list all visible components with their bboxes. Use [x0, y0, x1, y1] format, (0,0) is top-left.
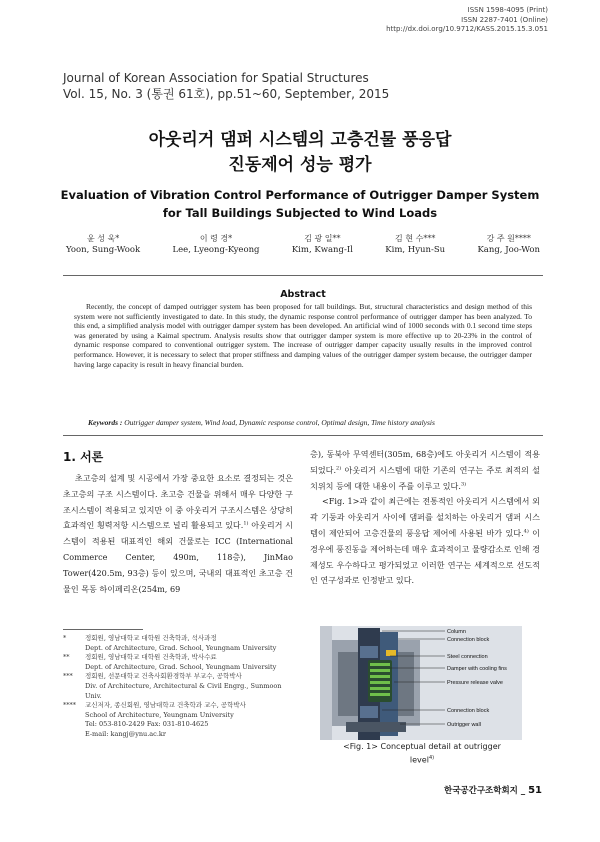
figure-label: Pressure release valve: [447, 680, 503, 686]
footnote-mark: ***: [63, 672, 73, 681]
figure-label: Steel connection: [447, 654, 488, 660]
body-text: 아웃리거 시스템에 대한 기존의 연구는 주로 최적의 설치위치 등에 대한 내용이 주를 이루고 있다.: [310, 464, 540, 491]
caption-line1: <Fig. 1> Conceptual detail at outrigger: [343, 742, 501, 751]
reference-mark: 4): [523, 528, 529, 535]
footnote-text: 정회원, 영남대학교 대학원 건축학과, 박사수료: [85, 653, 217, 662]
body-paragraph: [310, 447, 540, 494]
abstract-heading: Abstract: [280, 289, 326, 300]
caption-reference: 4): [428, 754, 435, 761]
title-english: [40, 186, 560, 222]
figure-outrigger-detail: [320, 626, 522, 740]
title-english-line1: Evaluation of Vibration Control Performance of Outrigger Damper System: [60, 188, 540, 202]
author-name-en: Yoon, Sung-Wook: [66, 245, 141, 255]
body-text: 아웃리거 시스템이 적용된 대표적인 해외 건물로는 ICC (International Commerce Center, 490m, 118층), JinMao Tower(420.5m, 93층) 등이 있으며, 국내의 대표적인 초고층 건물인 목동 하이페리온(254m, 69: [63, 520, 293, 594]
author-3: [292, 233, 353, 256]
figure-label: Connection block: [447, 708, 490, 714]
doi-link[interactable]: http://dx.doi.org/10.9712/KASS.2015.15.3.051: [386, 25, 548, 33]
body-text: 층), 동북아 무역센터(305m, 68층)에도 아웃리거 시스템이 적용되었다.: [310, 449, 540, 475]
page-number: 51: [528, 785, 542, 796]
author-5: [477, 233, 540, 256]
title-english-line2: for Tall Buildings Subjected to Wind Loads: [162, 206, 438, 220]
author-name-ko: 김 광 일**: [304, 234, 341, 243]
title-korean-line1: 아웃리거 댐퍼 시스템의 고층건물 풍응답: [148, 130, 452, 150]
footnote-mark: **: [63, 653, 70, 662]
author-name-ko: 김 현 수***: [395, 234, 436, 243]
issn-block: [308, 6, 548, 35]
journal-volume: Vol. 15, No. 3 (통권 61호), pp.51~60, September, 2015: [63, 86, 390, 101]
author-name-en: Kim, Hyun-Su: [385, 245, 446, 255]
reference-mark: 2): [336, 465, 342, 472]
keywords: [88, 418, 538, 427]
divider-bottom: [63, 435, 543, 436]
caption-line2: level: [409, 755, 429, 765]
body-column-right: [310, 447, 540, 589]
outrigger-detail-illustration: [320, 626, 522, 740]
body-paragraph: [63, 471, 293, 597]
abstract-text: Recently, the concept of damped outrigger system has been proposed for tall buildings. But, structural characteristics and design method of this system were not sufficiently investigated to date. In this study, the dynamic response control performance of outrigger damper has been analyzed. To this end, a simplified analysis model with outrigger damper system has been developed. An artificial wind of 1000 seconds with 0.1 second time steps was generated by using a Kaimal spectrum. Analysis results show that outrigger damper system is more effective up to 20-23% in the control of dynamic response compared to conventional outrigger system. The increase of outrigger damper capacity usually results in the improved control performance. However, it is necessary to select that proper stiffness and damping values of the outrigger damper system because, the outrigger damper having large capacity is result in heavy financial burden.: [74, 302, 532, 369]
footnote: [63, 672, 293, 701]
footnote-text: School of Architecture, Yeungnam University: [85, 710, 234, 719]
author-name-en: Kim, Kwang-Il: [291, 245, 353, 255]
issn-online: ISSN 2287-7401 (Online): [461, 15, 548, 24]
body-column-left: [63, 471, 293, 597]
author-list: [66, 233, 540, 256]
figure-label: Outrigger wall: [447, 722, 481, 728]
footnote-email: E-mail: kangj@ynu.ac.kr: [85, 729, 166, 738]
journal-header: [63, 71, 543, 102]
footnote-mark: *: [63, 634, 67, 642]
issn-print: ISSN 1598-4095 (Print): [467, 6, 548, 14]
page-footer: [444, 784, 542, 796]
footnote: [63, 701, 293, 739]
figure-label: Damper with cooling fins: [447, 666, 507, 672]
journal-name: Journal of Korean Association for Spatial Structures: [63, 71, 369, 85]
footnote-text: 정회원, 선문대학교 건축사회환경학부 부교수, 공학박사: [85, 672, 242, 681]
reference-mark: 3): [460, 480, 467, 487]
reference-mark: 1): [243, 520, 249, 527]
figure-label: Connection block: [447, 637, 490, 643]
keywords-text: Outrigger damper system, Wind load, Dynamic response control, Optimal design, Time history analysis: [124, 418, 435, 427]
body-paragraph: [310, 494, 540, 589]
author-name-ko: 강 주 원****: [486, 234, 531, 243]
keywords-label: Keywords :: [88, 418, 123, 427]
footer-separator: _: [520, 786, 529, 796]
footnote-mark: ****: [63, 701, 76, 710]
author-name-ko: 이 령 경*: [199, 234, 233, 243]
footnote-text: Dept. of Architecture, Grad. School, Yeungnam University: [85, 662, 277, 671]
author-name-en: Lee, Lyeong-Kyeong: [172, 245, 260, 255]
title-korean-line2: 진동제어 성능 평가: [228, 155, 372, 175]
footnote: [63, 634, 293, 653]
footnote-text: 교신저자, 종신회원, 영남대학교 건축학과 교수, 공학박사: [85, 701, 246, 710]
body-text: 초고층의 설계 및 시공에서 가장 중요한 요소로 결정되는 것은 초고층의 구조 시스템이다. 초고층 건물을 위해서 매우 다양한 구조시스템이 적용되고 있지만 이 중 아웃리거 구조시스템은 상당히 효과적인 횡력저항 시스템으로 널리 활용되고 있다.: [63, 473, 293, 531]
footnotes: [63, 634, 293, 740]
divider-top: [63, 275, 543, 276]
body-text: 이 경우에 풍진동을 제어하는데 매우 효과적이고 물량감소로 인해 경제성도 우수하다고 평가되었고 이러한 연구는 세계적으로 선도적인 연구성과로 인정받고 있다.: [310, 527, 540, 586]
figure-caption: [308, 742, 536, 766]
footnote-divider: [63, 629, 143, 630]
footnote-text: Div. of Architecture, Architectural & Civil Engrg., Sunmoon Univ.: [85, 681, 282, 700]
footnote-text: 정회원, 영남대학교 대학원 건축학과, 석사과정: [85, 634, 217, 642]
author-2: [172, 233, 259, 256]
author-1: [66, 233, 140, 256]
author-name-ko: 윤 성 욱*: [86, 234, 120, 243]
title-korean: [40, 128, 560, 178]
footer-journal: 한국공간구조학회지: [443, 786, 518, 796]
section-heading-introduction: 1. 서론: [63, 450, 104, 464]
figure-label: Column: [447, 629, 466, 635]
author-name-en: Kang, Joo-Won: [477, 245, 540, 255]
body-text: <Fig. 1>과 같이 최근에는 전통적인 아웃리거 시스템에서 외곽 기둥과 아웃리거 사이에 댐퍼를 설치하는 아웃리거 댐퍼 시스템이 제안되어 고층건물의 풍응답 제어에 사용된 바가 있다.: [310, 496, 540, 538]
footnote-text: Dept. of Architecture, Grad. School, Yeungnam University: [85, 643, 277, 652]
author-4: [385, 233, 445, 256]
footnote-text: Tel: 053-810-2429 Fax: 031-810-4625: [85, 720, 209, 729]
footnote: [63, 653, 293, 672]
